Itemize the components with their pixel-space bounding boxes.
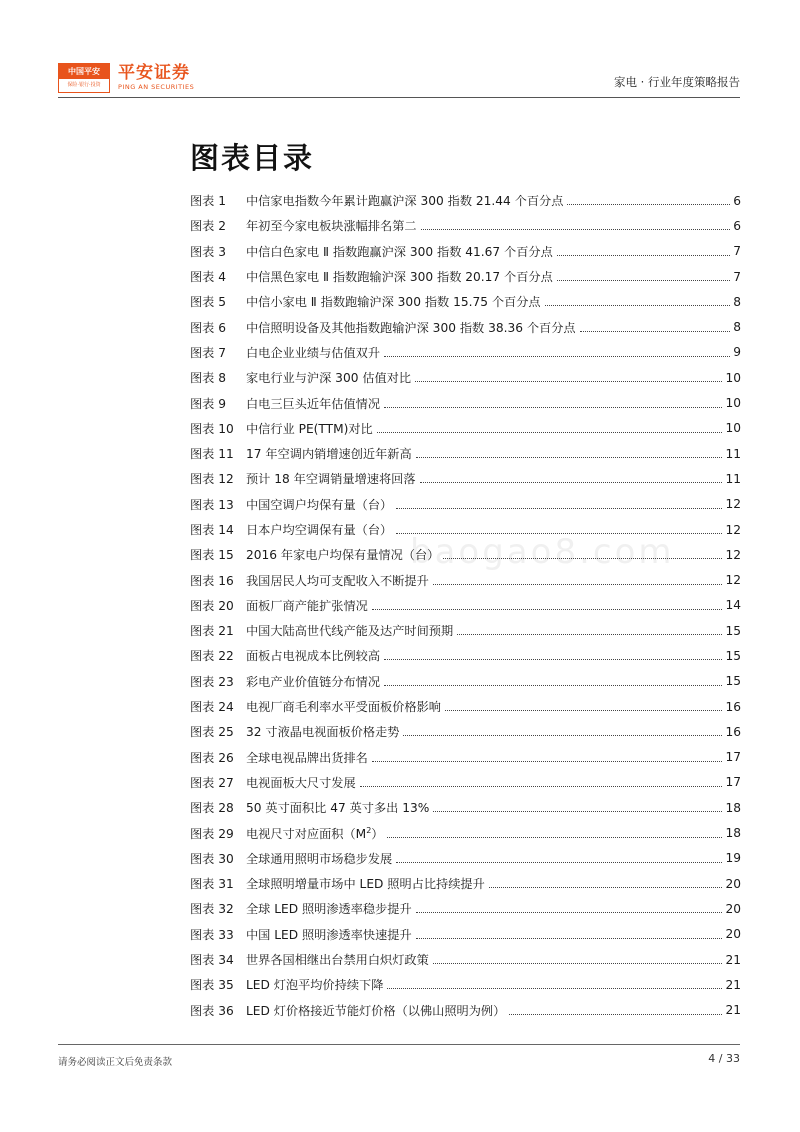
toc-entry-title-text: 中国大陆高世代线产能及达产时间预期 — [246, 624, 454, 639]
toc-entry-number: 图表 33 — [190, 927, 234, 942]
toc-entry-page: 8 — [733, 294, 741, 309]
toc-entry[interactable] — [190, 289, 741, 314]
toc-leader-dots — [387, 837, 722, 838]
toc-entry-page: 6 — [733, 218, 741, 233]
toc-leader-dots — [545, 305, 731, 306]
toc-entry-page: 9 — [733, 345, 741, 360]
toc-entry[interactable] — [190, 972, 741, 997]
toc-entry-page: 11 — [725, 446, 741, 461]
toc-leader-dots — [567, 204, 730, 205]
toc-leader-dots — [416, 912, 723, 913]
toc-leader-dots — [360, 786, 723, 787]
toc-entry-title — [246, 369, 413, 386]
toc-entry[interactable] — [190, 188, 741, 213]
toc-leader-dots — [403, 735, 722, 736]
toc-entry[interactable] — [190, 264, 741, 289]
footer-divider — [58, 1044, 740, 1045]
toc-entry-number: 图表 5 — [190, 295, 227, 310]
toc-entry[interactable] — [190, 618, 741, 643]
toc-entry[interactable] — [190, 694, 741, 719]
toc-entry-page: 21 — [725, 1003, 741, 1018]
toc-entry-title — [246, 673, 382, 690]
toc-entry-title-text: 日本户均空调保有量（台） — [246, 523, 393, 537]
toc-entry-title-text: 年初至今家电板块涨幅排名第二 — [246, 219, 417, 234]
toc-leader-dots — [372, 761, 723, 762]
toc-entry-title-text: 中信家电指数今年累计跑赢沪深 300 指数 21.44 个百分点 — [246, 194, 564, 209]
toc-entry-page: 15 — [725, 623, 741, 638]
toc-entry-title-text: 面板占电视成本比例较高 — [246, 649, 381, 664]
toc-entry[interactable] — [190, 795, 741, 820]
toc-entry[interactable] — [190, 213, 741, 238]
toc-entry-title — [246, 850, 394, 867]
toc-leader-dots — [415, 381, 722, 382]
toc-entry[interactable] — [190, 492, 741, 517]
toc-entry-number: 图表 22 — [190, 649, 234, 664]
toc-entry-title — [246, 825, 385, 842]
toc-leader-dots — [433, 811, 722, 812]
table-of-figures — [190, 188, 741, 1023]
toc-entry-title-text: 电视面板大尺寸发展 — [246, 775, 356, 790]
toc-entry-page: 21 — [725, 952, 741, 967]
toc-leader-dots — [372, 609, 723, 610]
toc-entry[interactable] — [190, 466, 741, 491]
toc-entry-page: 17 — [725, 775, 741, 790]
toc-entry[interactable] — [190, 314, 741, 339]
toc-entry-title — [246, 572, 431, 589]
toc-leader-dots — [377, 432, 723, 433]
toc-entry-number: 图表 30 — [190, 851, 234, 866]
page-header — [58, 63, 740, 95]
toc-entry-title-text: 中信小家电 Ⅱ 指数跑输沪深 300 指数 15.75 个百分点 — [246, 295, 541, 310]
brand-en: PING AN SECURITIES — [118, 83, 195, 91]
toc-entry-page: 6 — [733, 193, 741, 208]
toc-entry-page: 15 — [725, 674, 741, 689]
toc-entry-title-text: 中信白色家电 Ⅱ 指数跑赢沪深 300 指数 41.67 个百分点 — [246, 244, 553, 259]
toc-entry[interactable] — [190, 441, 741, 466]
toc-entry-number: 图表 2 — [190, 219, 227, 234]
toc-entry-number: 图表 15 — [190, 548, 234, 563]
toc-entry[interactable] — [190, 542, 741, 567]
toc-entry-title-text: LED 灯价格接近节能灯价格（以佛山照明为例） — [246, 1003, 506, 1018]
brand-cn: 平安证券 — [118, 63, 190, 83]
toc-entry-page: 12 — [725, 522, 741, 537]
toc-entry[interactable] — [190, 998, 741, 1023]
toc-entry-title-text: 全球照明增量市场中 LED 照明占比持续提升 — [246, 877, 485, 892]
toc-entry-title — [246, 1002, 507, 1019]
toc-entry-title — [246, 243, 555, 260]
toc-entry-title — [246, 344, 382, 361]
toc-entry[interactable] — [190, 871, 741, 896]
toc-entry[interactable] — [190, 820, 741, 845]
toc-entry[interactable] — [190, 719, 741, 744]
toc-entry-title — [246, 496, 394, 513]
toc-leader-dots — [445, 710, 722, 711]
toc-entry-title-text: 2016 年家电户均保有量情况（台） — [246, 548, 440, 563]
toc-entry-title-end: ） — [371, 826, 384, 841]
toc-entry-number: 图表 11 — [190, 447, 234, 462]
toc-entry-title — [246, 723, 401, 740]
page-number: 4 / 33 — [708, 1052, 740, 1065]
toc-entry-title — [246, 420, 375, 437]
header-divider — [58, 97, 740, 98]
toc-entry-title-text: 中信黑色家电 Ⅱ 指数跑输沪深 300 指数 20.17 个百分点 — [246, 270, 553, 285]
toc-entry-number: 图表 6 — [190, 320, 227, 335]
toc-leader-dots — [421, 229, 731, 230]
toc-leader-dots — [509, 1014, 722, 1015]
toc-entry[interactable] — [190, 770, 741, 795]
toc-entry-title-text: 全球通用照明市场稳步发展 — [246, 851, 393, 866]
toc-entry-title — [246, 647, 382, 664]
toc-entry-number: 图表 27 — [190, 775, 234, 790]
toc-entry-page: 10 — [725, 421, 741, 436]
toc-entry-number: 图表 3 — [190, 244, 227, 259]
toc-entry-title — [246, 900, 414, 917]
toc-entry-page: 11 — [725, 471, 741, 486]
toc-entry-title-text: 32 寸液晶电视面板价格走势 — [246, 725, 400, 740]
toc-leader-dots — [433, 584, 723, 585]
toc-leader-dots — [384, 659, 722, 660]
toc-entry-title-text: 白电企业业绩与估值双升 — [246, 345, 381, 360]
brand-name — [118, 63, 194, 92]
toc-entry-number: 图表 16 — [190, 573, 234, 588]
toc-entry-number: 图表 34 — [190, 953, 234, 968]
toc-entry[interactable] — [190, 517, 741, 542]
toc-entry-title-text: 电视尺寸对应面积（M — [246, 826, 367, 841]
toc-entry-page: 14 — [725, 598, 741, 613]
toc-entry[interactable] — [190, 239, 741, 264]
toc-leader-dots — [384, 685, 722, 686]
toc-entry-page: 7 — [733, 269, 741, 284]
toc-entry-number: 图表 23 — [190, 674, 234, 689]
report-type: 家电 · 行业年度策略报告 — [614, 75, 740, 89]
toc-entry-number: 图表 28 — [190, 801, 234, 816]
toc-entry-number: 图表 25 — [190, 725, 234, 740]
toc-entry-number: 图表 24 — [190, 700, 234, 715]
toc-entry-title — [246, 521, 394, 538]
toc-entry-number: 图表 1 — [190, 194, 227, 209]
toc-entry-page: 19 — [725, 851, 741, 866]
toc-entry-title — [246, 749, 370, 766]
toc-entry-page: 7 — [733, 244, 741, 259]
toc-entry-page: 12 — [725, 573, 741, 588]
toc-entry-title — [246, 470, 418, 487]
watermark: baogao8.com — [410, 532, 675, 572]
toc-entry-title-text: 预计 18 年空调销量增速将回落 — [246, 472, 416, 487]
toc-entry-title-text: 中信照明设备及其他指数跑输沪深 300 指数 38.36 个百分点 — [246, 320, 576, 335]
toc-entry-number: 图表 29 — [190, 826, 234, 841]
toc-entry-title — [246, 774, 358, 791]
toc-entry-title — [246, 268, 555, 285]
toc-entry-number: 图表 9 — [190, 396, 227, 411]
toc-entry-title-text: 彩电产业价值链分布情况 — [246, 674, 381, 689]
toc-entry-title — [246, 319, 578, 336]
toc-entry-title-text: 中国空调户均保有量（台） — [246, 497, 393, 512]
toc-entry-number: 图表 10 — [190, 421, 234, 436]
toc-entry-page: 8 — [733, 320, 741, 335]
toc-entry-title-text: 全球 LED 照明渗透率稳步提升 — [246, 902, 412, 917]
toc-entry-number: 图表 20 — [190, 598, 234, 613]
toc-entry[interactable] — [190, 567, 741, 592]
toc-leader-dots — [557, 280, 730, 281]
toc-entry-number: 图表 36 — [190, 1003, 234, 1018]
toc-entry-title-text: 面板厂商产能扩张情况 — [246, 598, 368, 613]
toc-entry-title — [246, 976, 385, 993]
toc-entry[interactable] — [190, 390, 741, 415]
toc-entry-page: 12 — [725, 547, 741, 562]
logo-top-text: 中国平安 — [59, 64, 109, 79]
toc-entry-title-text: 电视厂商毛利率水平受面板价格影响 — [246, 700, 441, 715]
toc-entry-title-text: 中信行业 PE(TTM)对比 — [246, 421, 373, 436]
toc-entry-title — [246, 445, 414, 462]
toc-entry-number: 图表 35 — [190, 978, 234, 993]
toc-leader-dots — [489, 887, 723, 888]
toc-entry-title — [246, 546, 441, 563]
toc-entry[interactable] — [190, 593, 741, 618]
toc-entry-page: 18 — [725, 826, 741, 841]
toc-entry-page: 16 — [725, 699, 741, 714]
toc-entry-page: 18 — [725, 800, 741, 815]
toc-leader-dots — [433, 963, 723, 964]
toc-entry-title-text: LED 灯泡平均价持续下降 — [246, 978, 384, 993]
toc-entry-page: 12 — [725, 497, 741, 512]
toc-entry-number: 图表 31 — [190, 877, 234, 892]
toc-entry[interactable] — [190, 745, 741, 770]
toc-entry-title-text: 全球电视品牌出货排名 — [246, 750, 368, 765]
toc-entry-number: 图表 21 — [190, 624, 234, 639]
toc-leader-dots — [384, 356, 730, 357]
toc-leader-dots — [443, 558, 722, 559]
toc-entry-number: 图表 8 — [190, 371, 227, 386]
toc-entry-page: 20 — [725, 927, 741, 942]
pingan-logo — [58, 63, 110, 93]
toc-entry-title — [246, 799, 431, 816]
toc-entry[interactable] — [190, 896, 741, 921]
toc-entry-superscript: 2 — [366, 825, 372, 835]
toc-leader-dots — [457, 634, 722, 635]
toc-entry-title — [246, 597, 370, 614]
toc-leader-dots — [396, 862, 722, 863]
footer-disclaimer: 请务必阅读正文后免责条款 — [58, 1057, 173, 1068]
toc-entry-page: 20 — [725, 901, 741, 916]
toc-leader-dots — [580, 331, 731, 332]
toc-entry-title — [246, 951, 431, 968]
toc-entry-number: 图表 12 — [190, 472, 234, 487]
toc-leader-dots — [387, 988, 722, 989]
toc-leader-dots — [420, 482, 723, 483]
toc-entry-page: 16 — [725, 724, 741, 739]
toc-entry[interactable] — [190, 669, 741, 694]
logo-bottom-text: 保险·银行·投资 — [67, 82, 101, 88]
toc-entry-title — [246, 875, 487, 892]
toc-entry-number: 图表 4 — [190, 270, 227, 285]
toc-entry-title — [246, 192, 565, 209]
toc-entry-number: 图表 14 — [190, 523, 234, 537]
toc-entry[interactable] — [190, 947, 741, 972]
toc-entry-title — [246, 926, 414, 943]
toc-entry-title-text: 世界各国相继出台禁用白炽灯政策 — [246, 953, 429, 968]
toc-entry-page: 21 — [725, 977, 741, 992]
toc-entry-title — [246, 217, 419, 234]
toc-entry-title — [246, 622, 455, 639]
toc-entry-title-text: 我国居民人均可支配收入不断提升 — [246, 573, 429, 588]
toc-entry-title-text: 17 年空调内销增速创近年新高 — [246, 447, 412, 462]
toc-entry[interactable] — [190, 643, 741, 668]
toc-leader-dots — [396, 508, 722, 509]
toc-entry-title — [246, 395, 382, 412]
toc-entry-title-text: 50 英寸面积比 47 英寸多出 13% — [246, 801, 430, 816]
page-title: 图表目录 — [190, 141, 315, 175]
toc-leader-dots — [416, 938, 723, 939]
toc-entry-title-text: 白电三巨头近年估值情况 — [246, 396, 381, 411]
toc-entry[interactable] — [190, 340, 741, 365]
toc-leader-dots — [396, 533, 722, 534]
toc-entry-number: 图表 13 — [190, 497, 234, 512]
toc-entry[interactable] — [190, 846, 741, 871]
toc-entry[interactable] — [190, 922, 741, 947]
toc-entry-page: 20 — [725, 876, 741, 891]
toc-entry-page: 15 — [725, 648, 741, 663]
toc-entry-title — [246, 293, 543, 310]
toc-entry-title-text: 家电行业与沪深 300 估值对比 — [246, 371, 412, 386]
toc-entry-number: 图表 26 — [190, 750, 234, 765]
toc-entry-number: 图表 32 — [190, 902, 234, 917]
toc-entry-page: 17 — [725, 750, 741, 765]
toc-entry-page: 10 — [725, 370, 741, 385]
toc-entry-title-text: 中国 LED 照明渗透率快速提升 — [246, 927, 412, 942]
toc-entry[interactable] — [190, 365, 741, 390]
toc-entry-page: 10 — [725, 396, 741, 411]
toc-entry-number: 图表 7 — [190, 345, 227, 360]
toc-entry[interactable] — [190, 416, 741, 441]
toc-leader-dots — [416, 457, 723, 458]
toc-leader-dots — [384, 407, 722, 408]
toc-leader-dots — [557, 255, 730, 256]
toc-entry-title — [246, 698, 443, 715]
